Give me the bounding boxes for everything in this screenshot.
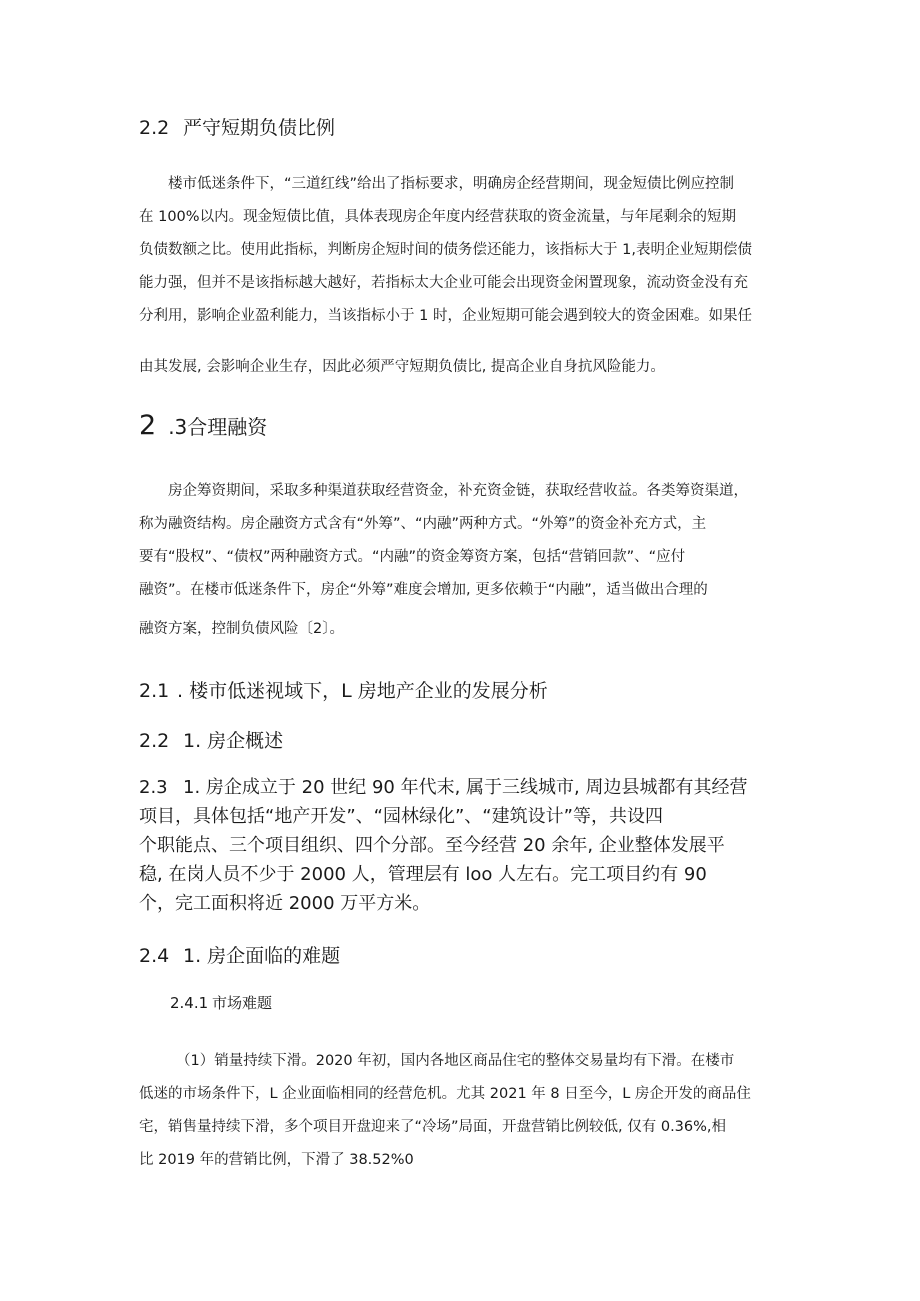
paragraph-line: 个职能点、三个项目组织、四个分部。至今经营 20 余年, 企业整体发展平 xyxy=(139,835,725,856)
section-number: 2.2 xyxy=(139,730,170,752)
section-number: 2.1 xyxy=(139,680,170,702)
paragraph-line: 项目，具体包括“地产开发”、“园林绿化”、“建筑设计”等，共设四 xyxy=(139,806,663,827)
section-number-main: 2 xyxy=(139,410,157,441)
paragraph-line: 要有“股权”、“债权”两种融资方式。“内融”的资金筹资方案，包括“营销回款”、“应付 xyxy=(139,549,686,565)
section-title: . 楼市低迷视域下，L 房地产企业的发展分析 xyxy=(177,680,548,702)
section-heading-2-1 xyxy=(139,676,548,703)
paragraph-line: 称为融资结构。房企融资方式含有“外筹”、“内融”两种方式。“外筹”的资金补充方式，主 xyxy=(139,516,707,532)
paragraph-line: 低迷的市场条件下，L 企业面临相同的经营危机。尤其 2021 年 8 日至今，L 房企开发的商品住 xyxy=(139,1086,751,1102)
section-heading-2-2-overview xyxy=(139,726,283,753)
paragraph-line: 由其发展, 会影响企业生存，因此必须严守短期负债比, 提高企业自身抗风险能力。 xyxy=(139,359,665,375)
paragraph-line: 1. 房企成立于 20 世纪 90 年代末, 属于三线城市, 周边县城都有其经营 xyxy=(183,777,748,798)
section-number-rest: .3 xyxy=(168,415,188,439)
section-title: 1. 房企面临的难题 xyxy=(183,945,341,967)
paragraph-line: 稳, 在岗人员不少于 2000 人，管理层有 loo 人左右。完工项目约有 90 xyxy=(139,864,707,885)
paragraph-line: 融资”。在楼市低迷条件下，房企“外筹”难度会增加, 更多依赖于“内融”，适当做出合理的 xyxy=(139,582,708,598)
paragraph-line: 负债数额之比。使用此指标，判断房企短时间的债务偿还能力，该指标大于 1,表明企业短期偿债 xyxy=(139,242,752,258)
section-title: 1. 房企概述 xyxy=(183,730,284,752)
paragraph-line: 融资方案，控制负债风险〔2〕。 xyxy=(139,621,344,637)
section-title: 严守短期负债比例 xyxy=(183,117,336,139)
paragraph-line: 个，完工面积将近 2000 万平方米。 xyxy=(139,893,431,914)
section-number: 2.4 xyxy=(139,945,170,967)
paragraph-line: 楼市低迷条件下，“三道红线”给出了指标要求，明确房企经营期间，现金短债比例应控制 xyxy=(168,176,735,192)
overview-line-first xyxy=(139,773,747,799)
paragraph-line: （1）销量持续下滑。2020 年初，国内各地区商品住宅的整体交易量均有下滑。在楼市 xyxy=(176,1053,735,1069)
section-title: 合理融资 xyxy=(187,415,268,439)
paragraph-line: 能力强，但并不是该指标越大越好，若指标太大企业可能会出现资金闲置现象，流动资金没有充 xyxy=(139,275,748,291)
paragraph-line: 分利用，影响企业盈利能力，当该指标小于 1 时，企业短期可能会遇到较大的资金困难。如果任 xyxy=(139,308,752,324)
section-heading-2-4 xyxy=(139,941,340,968)
section-heading-2-2 xyxy=(139,113,335,140)
section-number: 2.2 xyxy=(139,117,170,139)
section-heading-2-3 xyxy=(139,410,267,441)
section-number: 2.4.1 xyxy=(170,994,209,1012)
paragraph-line: 房企筹资期间，采取多种渠道获取经营资金，补充资金链，获取经营收益。各类筹资渠道， xyxy=(168,483,748,499)
section-heading-2-4-1 xyxy=(170,992,272,1013)
paragraph-line: 宅，销售量持续下滑，多个项目开盘迎来了“冷场”局面，开盘营销比例较低, 仅有 0.36%,相 xyxy=(139,1119,727,1135)
section-title: 市场难题 xyxy=(212,994,273,1012)
paragraph-line: 比 2019 年的营销比例，下滑了 38.52%0 xyxy=(139,1152,414,1168)
section-number: 2.3 xyxy=(139,777,168,798)
paragraph-line: 在 100%以内。现金短债比值，具体表现房企年度内经营获取的资金流量，与年尾剩余的短期 xyxy=(139,209,737,225)
